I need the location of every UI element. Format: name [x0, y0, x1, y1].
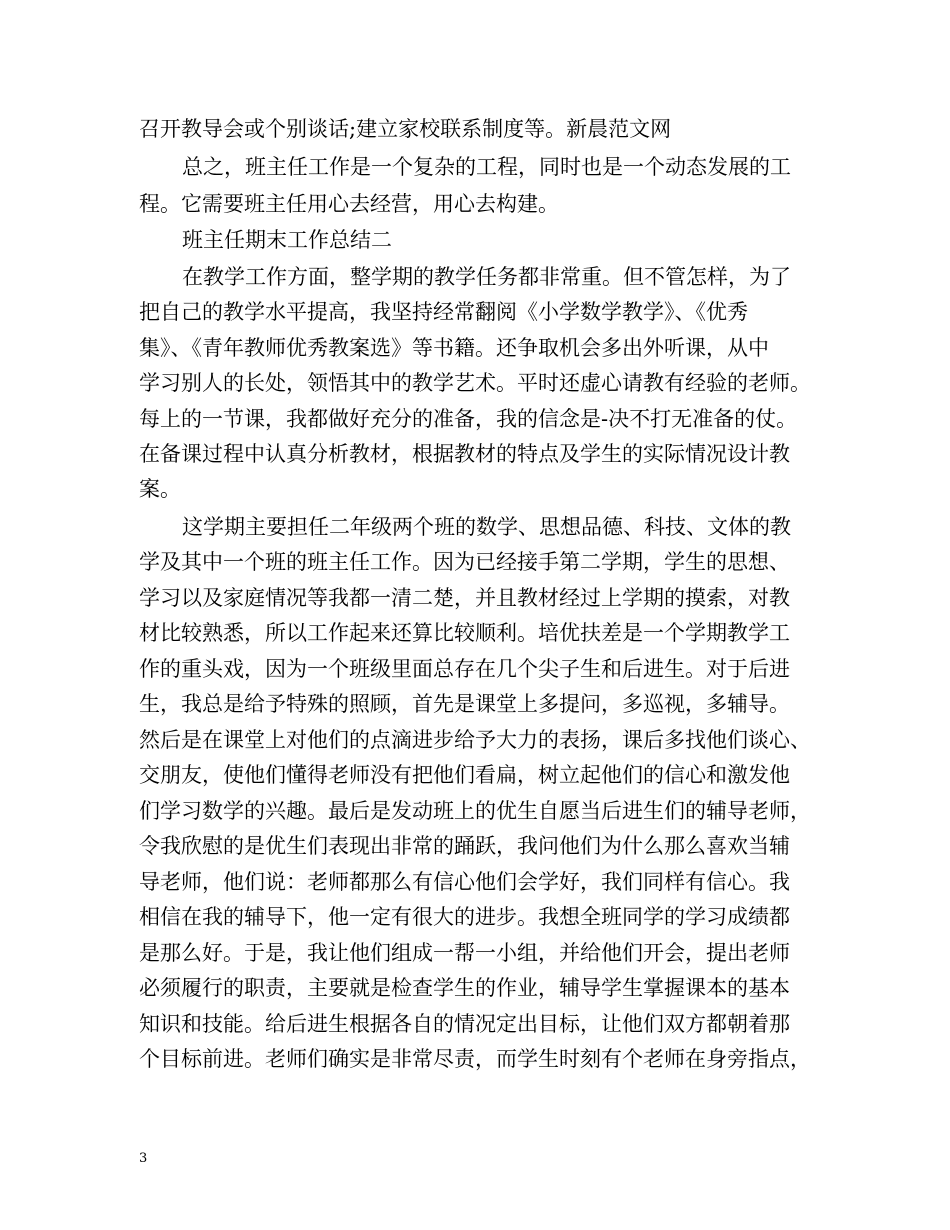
- body-text-line: 知识和技能。给后进生根据各自的情况定出目标，让他们双方都朝着那: [139, 1012, 790, 1036]
- body-text-line: 相信在我的辅导下，他一定有很大的进步。我想全班同学的学习成绩都: [139, 905, 790, 929]
- body-text-line: 召开教导会或个别谈话;建立家校联系制度等。新晨范文网: [139, 117, 672, 141]
- body-text-line: 每上的一节课，我都做好充分的准备，我的信念是-决不打无准备的仗。: [139, 407, 798, 431]
- paragraph-first-line: 在教学工作方面，整学期的教学任务都非常重。但不管怎样，为了: [182, 265, 791, 289]
- body-text-line: 是那么好。于是，我让他们组成一帮一小组，并给他们开会，提出老师: [139, 941, 790, 965]
- body-text-line: 个目标前进。老师们确实是非常尽责，而学生时刻有个老师在身旁指点，: [139, 1047, 811, 1071]
- body-text-line: 们学习数学的兴趣。最后是发动班上的优生自愿当后进生们的辅导老师，: [139, 799, 811, 823]
- paragraph-first-line: 总之，班主任工作是一个复杂的工程，同时也是一个动态发展的工: [182, 155, 791, 179]
- body-text-line: 导老师，他们说：老师都那么有信心他们会学好，我们同样有信心。我: [139, 870, 790, 894]
- body-text-line: 把自己的教学水平提高，我坚持经常翻阅《小学数学教学》、《优秀: [139, 300, 748, 324]
- page-number: 3: [139, 1151, 148, 1166]
- body-text-line: 学及其中一个班的班主任工作。因为已经接手第二学期，学生的思想、: [139, 550, 790, 574]
- body-text-line: 然后是在课堂上对他们的点滴进步给予大力的表扬，课后多找他们谈心、: [139, 728, 811, 752]
- body-text-line: 交朋友，使他们懂得老师没有把他们看扁，树立起他们的信心和激发他: [139, 763, 790, 787]
- body-text-line: 程。它需要班主任用心去经营，用心去构建。: [139, 192, 559, 216]
- body-text-line: 材比较熟悉，所以工作起来还算比较顺利。培优扶差是一个学期教学工: [139, 621, 790, 645]
- body-text-line: 学习以及家庭情况等我都一清二楚，并且教材经过上学期的摸索，对教: [139, 586, 790, 610]
- body-text-line: 生，我总是给予特殊的照顾，首先是课堂上多提问，多巡视，多辅导。: [139, 692, 790, 716]
- body-text-line: 集》、《青年教师优秀教案选》等书籍。还争取机会多出外听课，从中: [139, 336, 769, 360]
- body-text-line: 必须履行的职责，主要就是检查学生的作业，辅导学生掌握课本的基本: [139, 976, 790, 1000]
- body-text-line: 作的重头戏，因为一个班级里面总存在几个尖子生和后进生。对于后进: [139, 657, 790, 681]
- section-heading: 班主任期末工作总结二: [182, 228, 392, 252]
- body-text-line: 在备课过程中认真分析教材，根据教材的特点及学生的实际情况设计教: [139, 442, 790, 466]
- paragraph-first-line: 这学期主要担任二年级两个班的数学、思想品德、科技、文体的教: [182, 515, 791, 539]
- body-text-line: 案。: [139, 477, 181, 501]
- body-text-line: 令我欣慰的是优生们表现出非常的踊跃，我问他们为什么那么喜欢当辅: [139, 834, 790, 858]
- body-text-line: 学习别人的长处，领悟其中的教学艺术。平时还虚心请教有经验的老师。: [139, 371, 811, 395]
